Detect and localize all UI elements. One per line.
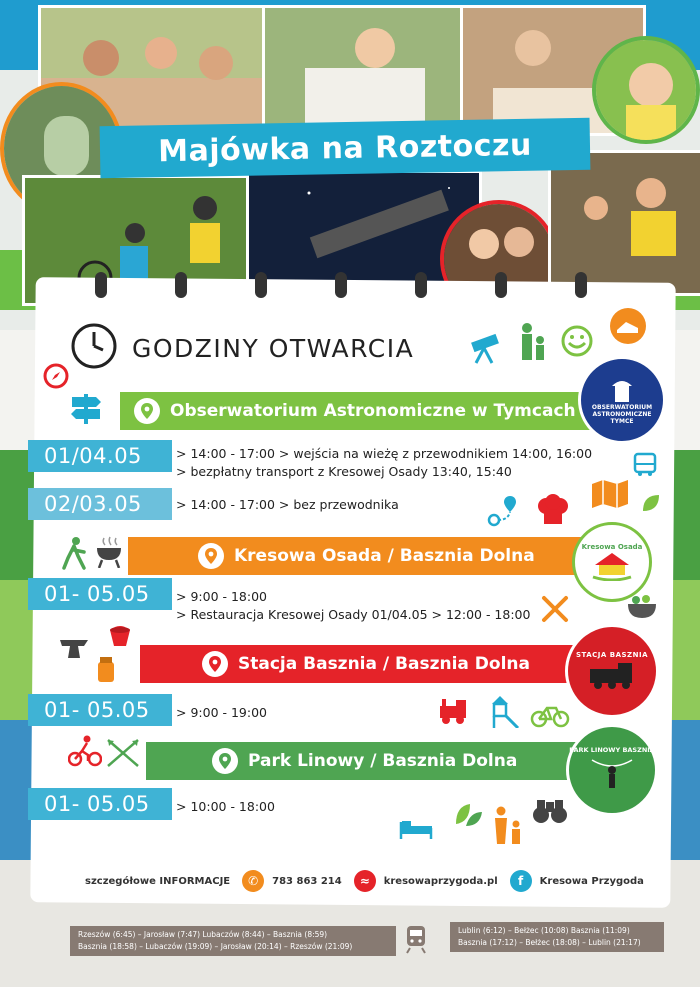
hours-info: > 14:00 - 17:00 > bez przewodnika: [176, 497, 399, 512]
wifi-icon: ≈: [354, 870, 376, 892]
map-pin-route-icon: [486, 494, 520, 532]
phone-number: 783 863 214: [272, 875, 342, 887]
binder-ring: [495, 272, 507, 298]
train-icon: [404, 924, 428, 958]
map-icon: [590, 478, 630, 512]
date-tag: 01- 05.05: [28, 788, 172, 820]
leaves-icon: [452, 798, 484, 832]
playground-icon: [488, 694, 520, 732]
kresowa-osada-badge: Kresowa Osada: [572, 522, 652, 602]
website-link[interactable]: kresowaprzygoda.pl: [383, 875, 498, 887]
contact-bar: [85, 868, 645, 894]
binoculars-icon: [532, 796, 568, 830]
date-tag: 01- 05.05: [28, 578, 172, 610]
telescope-icon: [468, 330, 508, 368]
date-tag: 02/03.05: [28, 488, 172, 520]
map-pin-icon: [212, 748, 238, 774]
chef-hat-icon: [536, 494, 570, 532]
cyclist-icon: [68, 735, 102, 771]
location-bar-observatory: [120, 392, 604, 430]
facebook-icon: f: [510, 870, 532, 892]
phone-icon: ✆: [242, 870, 264, 892]
photo-rope-park: [548, 150, 700, 296]
hours-info: > 10:00 - 18:00: [176, 799, 275, 814]
sneaker-icon: [608, 306, 648, 350]
hours-info: > 9:00 - 19:00: [176, 705, 267, 720]
locomotive-icon: [436, 696, 472, 730]
leaf-icon: [640, 492, 662, 518]
compass-icon: [43, 363, 69, 393]
hours-info: > 9:00 - 18:00 > Restauracja Kresowej Osady 01/04.05 > 12:00 - 18:00: [176, 589, 531, 622]
train-schedule-east: Lublin (6:12) – Bełżec (10:08) Basznia (11:09) Basznia (17:12) – Bełżec (18:08) – Lublin (21:17): [450, 922, 664, 952]
hours-info: > 14:00 - 17:00 > wejścia na wieżę z przewodnikiem 14:00, 16:00 > bezpłatny transport z Kresowej Osady 13:40, 15:40: [176, 446, 593, 479]
clock-icon: [70, 322, 118, 374]
signpost-icon: [68, 392, 104, 428]
grill-icon: [94, 536, 124, 572]
jar-icon: [94, 656, 118, 688]
park-linowy-badge: PARK LINOWY BASZNIA: [566, 724, 658, 816]
binder-ring: [575, 272, 587, 298]
anvil-icon: [58, 636, 92, 666]
smile-icon: [560, 324, 594, 362]
photo-child-smile: [592, 36, 700, 144]
location-bar-kresowa-osada: [128, 537, 636, 575]
facebook-link[interactable]: Kresowa Przygoda: [539, 875, 644, 887]
train-schedule-west: Rzeszów (6:45) – Jarosław (7:47) Lubaczów (8:44) – Basznia (8:59) Basznia (18:58) – Lubaczów (19:09) – Jarosław (20:14) – Rzeszów (21:09): [70, 926, 396, 956]
archery-icon: [106, 738, 140, 772]
bed-icon: [398, 818, 434, 844]
contact-label: szczegółowe INFORMACJE: [85, 875, 231, 887]
hiker-icon: [60, 536, 88, 574]
stacja-basznia-badge: STACJA BASZNIA: [565, 624, 659, 718]
observatory-badge: OBSERWATORIUM ASTRONOMICZNE TYMCE: [578, 356, 666, 444]
bicycle-icon: [530, 702, 570, 732]
opening-hours-heading: GODZINY OTWARCIA: [132, 333, 415, 363]
map-pin-icon: [198, 543, 224, 569]
location-bar-park-linowy: [146, 742, 626, 780]
binder-ring: [175, 272, 187, 298]
map-pin-icon: [202, 651, 228, 677]
bus-icon: [632, 451, 658, 481]
location-name: Stacja Basznia / Basznia Dolna: [238, 654, 530, 674]
date-tag: 01- 05.05: [28, 694, 172, 726]
location-name: Park Linowy / Basznia Dolna: [248, 751, 518, 771]
pottery-icon: [104, 620, 136, 654]
binder-ring: [95, 272, 107, 298]
location-name: Obserwatorium Astronomiczne w Tymcach: [170, 401, 576, 421]
page-title: Majówka na Roztoczu: [100, 118, 591, 179]
location-bar-stacja-basznia: [140, 645, 622, 683]
map-pin-icon: [134, 398, 160, 424]
photo-kids-drawing: [262, 5, 473, 136]
binder-ring: [415, 272, 427, 298]
date-tag: 01/04.05: [28, 440, 172, 472]
parent-child-icon: [492, 806, 524, 850]
binder-ring: [335, 272, 347, 298]
cutlery-icon: [540, 592, 572, 628]
family-icon: [518, 322, 548, 366]
location-name: Kresowa Osada / Basznia Dolna: [234, 546, 535, 566]
binder-ring: [255, 272, 267, 298]
bowl-icon: [626, 592, 658, 624]
opening-hours-header: [70, 322, 414, 374]
